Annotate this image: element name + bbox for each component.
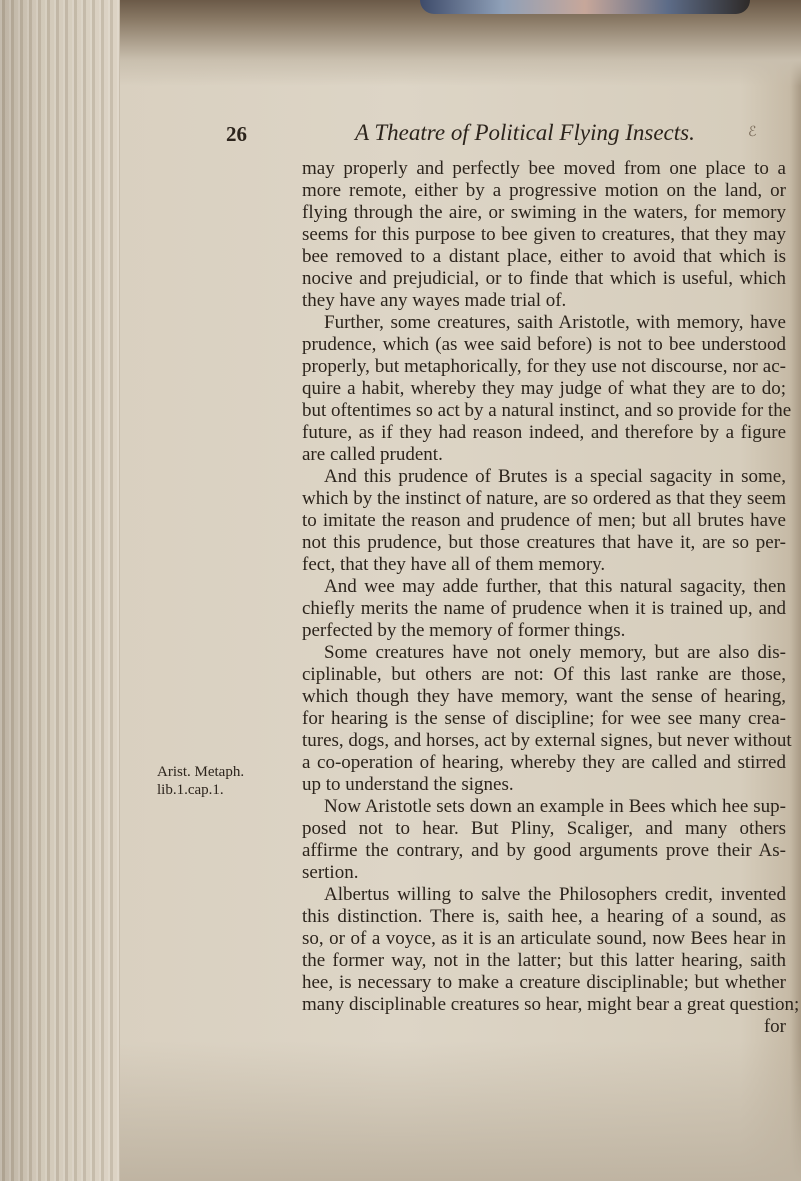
margin-note-line: lib.1.cap.1. bbox=[157, 782, 224, 798]
facing-page-edge bbox=[420, 0, 750, 14]
text-line: not this prudence, but those creatures that have it, are so per- bbox=[302, 532, 786, 553]
text-line: Now Aristotle sets down an example in Bees which hee sup- bbox=[324, 796, 786, 817]
paragraph bbox=[302, 158, 786, 312]
text-line: Further, some creatures, saith Aristotle, with memory, have bbox=[324, 312, 786, 333]
text-line: fect, that they have all of them memory. bbox=[302, 554, 606, 575]
text-line: properly, but metaphorically, for they use not discourse, nor ac- bbox=[302, 356, 786, 377]
text-line: ciplinable, but others are not: Of this last ranke are those, bbox=[302, 664, 786, 685]
text-line: up to understand the signes. bbox=[302, 774, 514, 795]
text-line: so, or of a voyce, as it is an articulate sound, now Bees hear in bbox=[302, 928, 786, 949]
text-line: Albertus willing to salve the Philosophers credit, invented bbox=[324, 884, 786, 905]
text-line: Some creatures have not onely memory, but are also dis- bbox=[324, 642, 786, 663]
text-line: many disciplinable creatures so hear, might bear a great question; bbox=[302, 994, 800, 1015]
paragraph bbox=[302, 642, 792, 796]
text-line: perfected by the memory of former things. bbox=[302, 620, 626, 641]
text-line: tures, dogs, and horses, act by external signes, but never without bbox=[302, 730, 792, 751]
text-line: which by the instinct of nature, are so ordered as that they seem bbox=[302, 488, 786, 509]
paragraph bbox=[302, 576, 786, 642]
margin-note bbox=[157, 763, 244, 799]
text-line: affirme the contrary, and by good arguments prove their As- bbox=[302, 840, 786, 861]
text-line: bee removed to a distant place, either to avoid that which is bbox=[302, 246, 786, 267]
body-text bbox=[302, 158, 800, 1038]
text-line: hee, is necessary to make a creature disciplinable; but whether bbox=[302, 972, 786, 993]
paragraph bbox=[302, 884, 800, 1016]
text-line: chiefly merits the name of prudence when it is trained up, and bbox=[302, 598, 786, 619]
ornament-mark: ℰ bbox=[748, 125, 757, 140]
margin-note-line: Arist. Metaph. bbox=[157, 764, 245, 780]
text-line: they have any wayes made trial of. bbox=[302, 290, 567, 311]
text-line: And this prudence of Brutes is a special sagacity in some, bbox=[324, 466, 786, 487]
text-line: for hearing is the sense of discipline; for wee see many crea- bbox=[302, 708, 786, 729]
text-line: to imitate the reason and prudence of men; but all brutes have bbox=[302, 510, 786, 531]
page-top-edge bbox=[120, 0, 801, 86]
text-line: nocive and prejudicial, or to finde that which is useful, which bbox=[302, 268, 786, 289]
text-line: future, as if they had reason indeed, and therefore by a figure bbox=[302, 422, 786, 443]
text-line: quire a habit, whereby they may judge of what they are to do; bbox=[302, 378, 786, 399]
text-line: but oftentimes so act by a natural instinct, and so provide for the bbox=[302, 400, 792, 421]
paragraph bbox=[302, 466, 786, 576]
text-line: a co-operation of hearing, whereby they are called and stirred bbox=[302, 752, 786, 773]
text-line: may properly and perfectly bee moved from one place to a bbox=[302, 158, 786, 179]
text-line: are called prudent. bbox=[302, 444, 443, 465]
text-line: this distinction. There is, saith hee, a hearing of a sound, as bbox=[302, 906, 786, 927]
text-line: prudence, which (as wee said before) is not to bee understood bbox=[302, 334, 786, 355]
text-line: the former way, not in the latter; but this latter hearing, saith bbox=[302, 950, 786, 971]
text-line: which though they have memory, want the sense of hearing, bbox=[302, 686, 786, 707]
text-line: flying through the aire, or swiming in the waters, for memory bbox=[302, 202, 786, 223]
catchword: for bbox=[763, 1016, 786, 1037]
text-line: sertion. bbox=[302, 862, 359, 883]
text-line: posed not to hear. But Pliny, Scaliger, and many others bbox=[302, 818, 786, 839]
book-binding-edge bbox=[0, 0, 120, 1181]
paragraph bbox=[302, 312, 792, 466]
text-line: And wee may adde further, that this natural sagacity, then bbox=[324, 576, 786, 597]
page-number: 26 bbox=[226, 122, 247, 146]
text-line: more remote, either by a progressive motion on the land, or bbox=[302, 180, 786, 201]
running-head: A Theatre of Political Flying Insects. bbox=[355, 120, 695, 145]
text-line: seems for this purpose to bee given to creatures, that they may bbox=[302, 224, 786, 245]
page-bottom-shadow bbox=[120, 1041, 801, 1181]
paragraph bbox=[302, 796, 786, 884]
